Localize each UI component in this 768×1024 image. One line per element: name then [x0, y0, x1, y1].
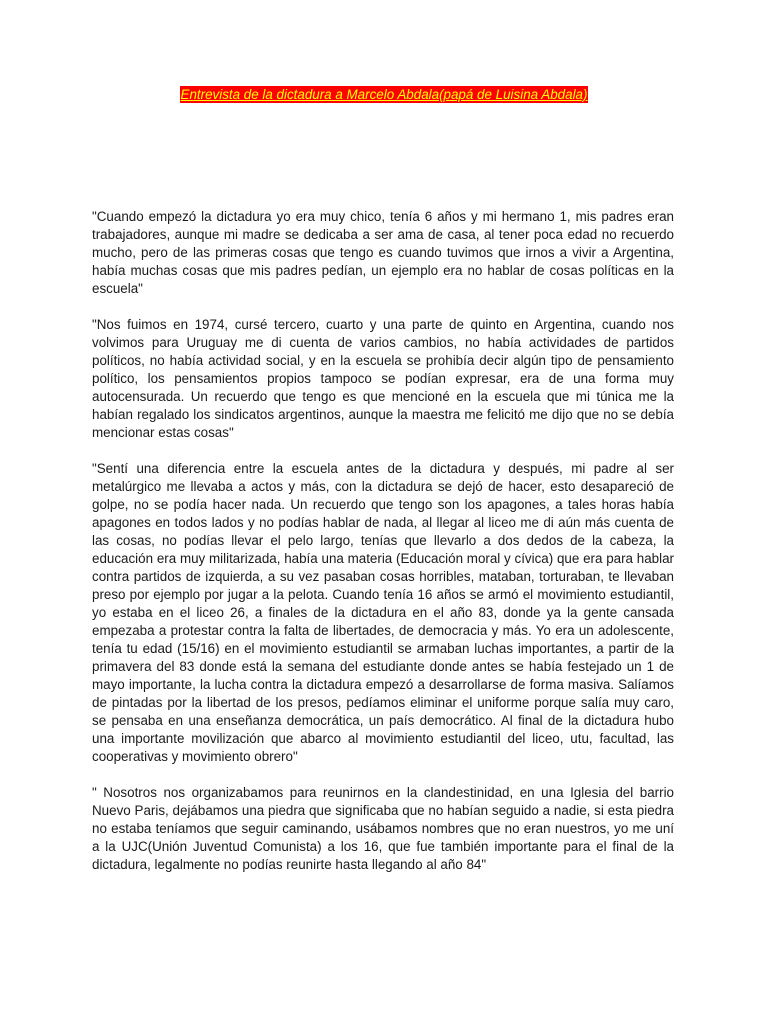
paragraph-3: "Sentí una diferencia entre la escuela antes de la dictadura y después, mi padre al ser metalúrgico me llevaba a actos y más, con la dictadura se dejó de hacer, esto desapareció de golpe, no se podía hacer nada. Un recuerdo que tengo son los apagones, a tales horas había apagones en todos lados y no podías hablar de nada, al llegar al liceo me di aún más cuenta de las cosas, no podías llevar el pelo largo, tenías que llevarlo a dos dedos de la cabeza, la educación era muy militarizada, había una materia (Educación moral y cívica) que era para hablar contra partidos de izquierda, a su vez pasaban cosas horribles, mataban, torturaban, te llevaban preso por ejemplo por jugar a la pelota. Cuando tenía 16 años se armó el movimiento estudiantil, yo estaba en el liceo 26, a finales de la dictadura en el año 83, donde ya la gente cansada empezaba a protestar contra la falta de libertades, de democracia y más. Yo era un adolescente, tenía tu edad (15/16) en el movimiento estudiantil se armaban luchas importantes, a partir de la primavera del 83 donde está la semana del estudiante donde antes se había festejado un 1 de mayo importante, la lucha contra la dictadura empezó a desarrollarse de forma masiva. Salíamos de pintadas por la libertad de los presos, pedíamos eliminar el uniforme porque salía muy caro, se pensaba en una enseñanza democrática, un país democrático. Al final de la dictadura hubo una importante movilización que abarco al movimiento estudiantil del liceo, utu, facultad, las cooperativas y movimiento obrero": [92, 461, 674, 764]
paragraph-2: "Nos fuimos en 1974, cursé tercero, cuarto y una parte de quinto en Argentina, cuando nos volvimos para Uruguay me di cuenta de varios cambios, no había actividades de partidos políticos, no había actividad social, y en la escuela se prohibía decir algún tipo de pensamiento político, los pensamientos propios tampoco se podían expresar, era de una forma muy autocensurada. Un recuerdo que tengo es que mencioné en la escuela que mi túnica me la habían regalado los sindicatos argentinos, aunque la maestra me felicitó me dijo que no se debía mencionar estas cosas": [92, 317, 674, 440]
paragraph-4: " Nosotros nos organizabamos para reunirnos en la clandestinidad, en una Iglesia del barrio Nuevo Paris, dejábamos una piedra que significaba que no habían seguido a nadie, si esta piedra no estaba teníamos que seguir caminando, usábamos nombres que no eran nuestros, yo me uní a la UJC(Unión Juventud Comunista) a los 16, que fue también importante para el final de la dictadura, legalmente no podías reunirte hasta llegando al año 84": [92, 785, 674, 872]
document-title: Entrevista de la dictadura a Marcelo Abdala(papá de Luisina Abdala): [180, 87, 588, 102]
paragraph-1: "Cuando empezó la dictadura yo era muy chico, tenía 6 años y mi hermano 1, mis padres eran trabajadores, aunque mi madre se dedicaba a ser ama de casa, al tener poca edad no recuerdo mucho, pero de las primeras cosas que tengo es cuando tuvimos que irnos a vivir a Argentina, había muchas cosas que mis padres pedían, un ejemplo era no hablar de cosas políticas en la escuela": [92, 209, 674, 296]
document-body: [92, 208, 674, 892]
title-container: [0, 86, 768, 104]
